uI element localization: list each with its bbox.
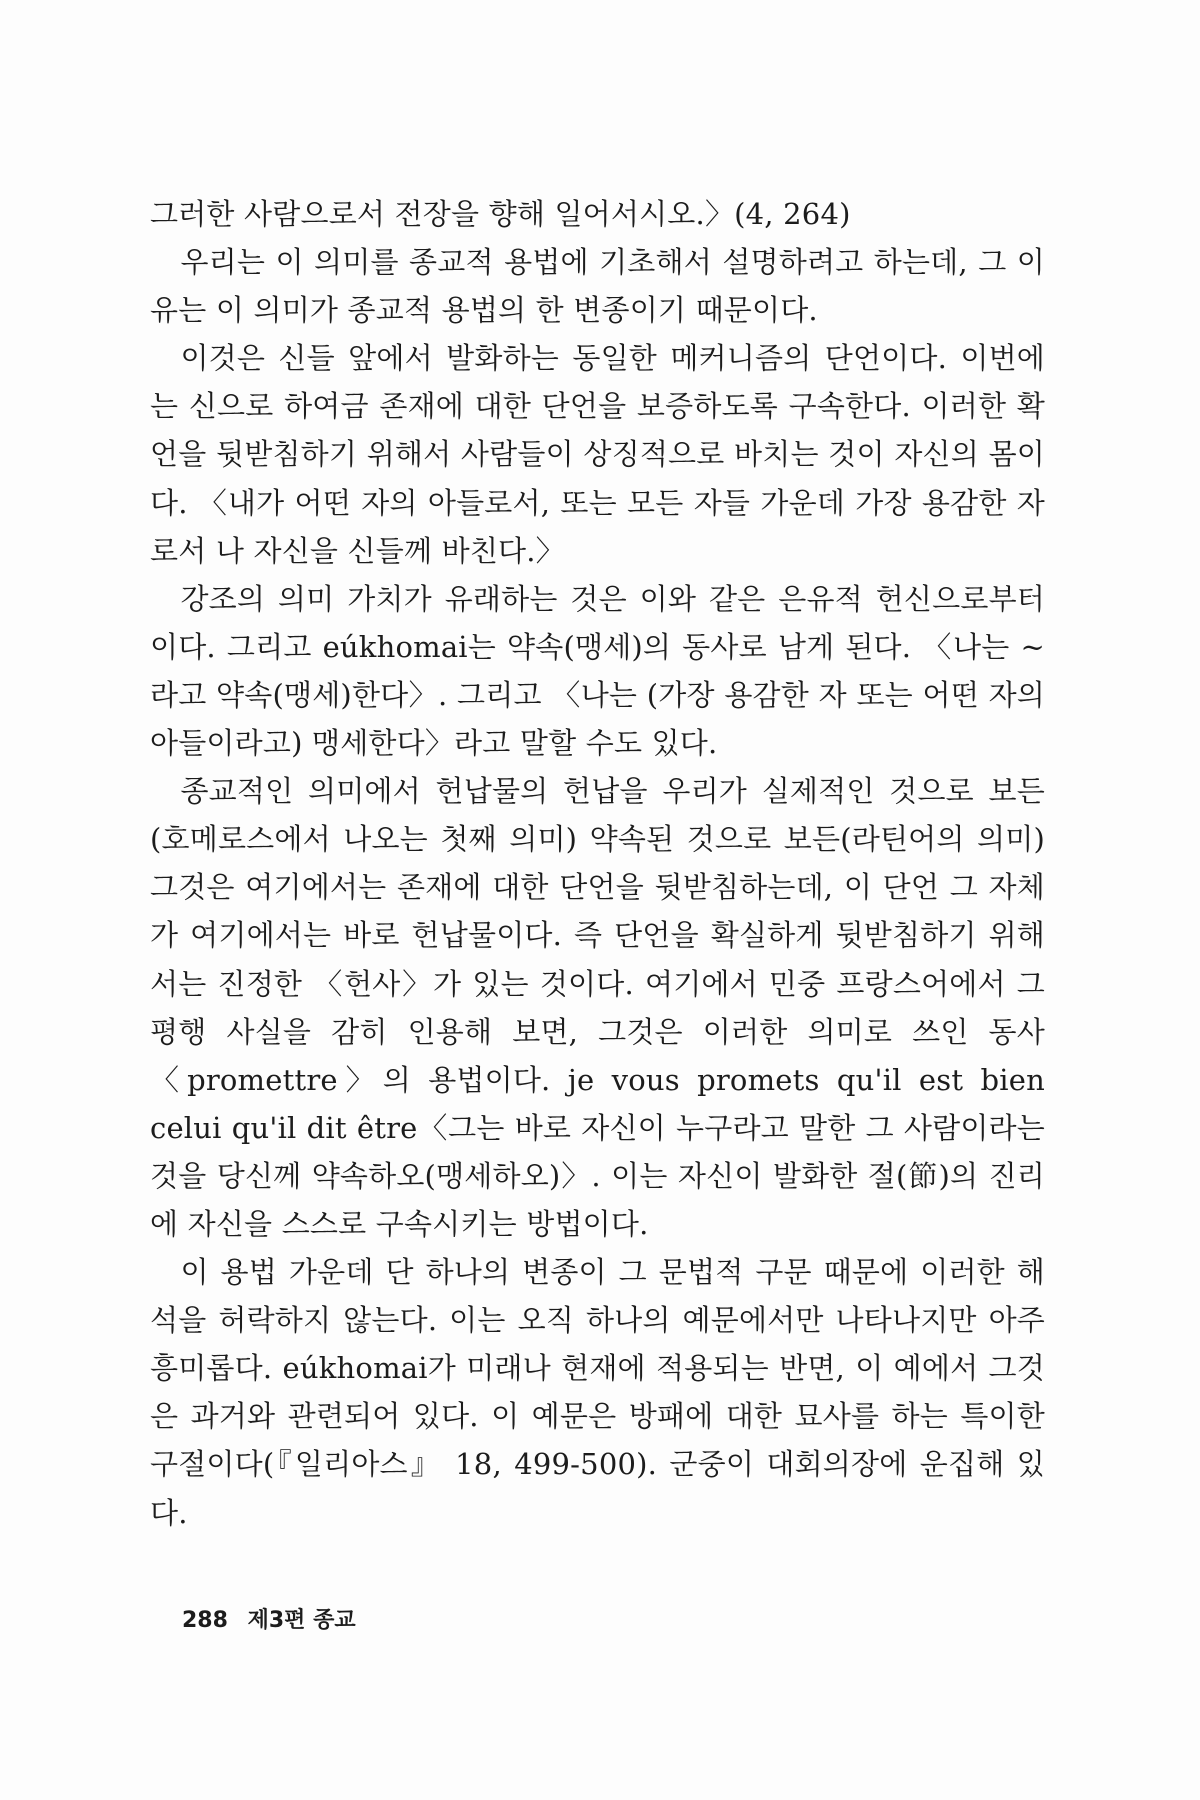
- paragraph: 종교적인 의미에서 헌납물의 헌납을 우리가 실제적인 것으로 보든(호메로스에서 나오는 첫째 의미) 약속된 것으로 보든(라틴어의 의미) 그것은 여기에서는 존재에 대한 단언을 뒷받침하는데, 이 단언 그 자체가 여기에서는 바로 헌납물이다. 즉 단언을 확실하게 뒷받침하기 위해서는 진정한 〈헌사〉가 있는 것이다. 여기에서 민중 프랑스어에서 그 평행 사실을 감히 인용해 보면, 그것은 이러한 의미로 쓰인 동사 〈promettre〉의 용법이다. je vous promets qu'il est bien celui qu'il dit être〈그는 바로 자신이 누구라고 말한 그 사람이라는 것을 당신께 약속하오(맹세하오)〉. 이는 자신이 발화한 절(節)의 진리에 자신을 스스로 구속시키는 방법이다.: [150, 774, 1045, 1241]
- section-title: 제3편 종교: [247, 1608, 356, 1633]
- paragraph-continuation: 그러한 사람으로서 전장을 향해 일어서시오.〉(4, 264): [150, 197, 851, 231]
- paragraph: 강조의 의미 가치가 유래하는 것은 이와 같은 은유적 헌신으로부터이다. 그리고 eúkhomai는 약속(맹세)의 동사로 남게 된다. 〈나는 ~라고 약속(맹세)한다〉. 그리고 〈나는 (가장 용감한 자 또는 어떤 자의 아들이라고) 맹세한다〉라고 말할 수도 있다.: [150, 581, 1045, 761]
- paragraph: 우리는 이 의미를 종교적 용법에 기초해서 설명하려고 하는데, 그 이유는 이 의미가 종교적 용법의 한 변종이기 때문이다.: [150, 245, 1045, 328]
- body-text: [150, 190, 1045, 1537]
- paragraph: 이 용법 가운데 단 하나의 변종이 그 문법적 구문 때문에 이러한 해석을 허락하지 않는다. 이는 오직 하나의 예문에서만 나타나지만 아주 흥미롭다. eúkhomai가 미래나 현재에 적용되는 반면, 이 예에서 그것은 과거와 관련되어 있다. 이 예문은 방패에 대한 묘사를 하는 특이한 구절이다(『일리아스』 18, 499-500). 군중이 대회의장에 운집해 있다.: [150, 1255, 1045, 1530]
- paragraph: 이것은 신들 앞에서 발화하는 동일한 메커니즘의 단언이다. 이번에는 신으로 하여금 존재에 대한 단언을 보증하도록 구속한다. 이러한 확언을 뒷받침하기 위해서 사람들이 상징적으로 바치는 것이 자신의 몸이다. 〈내가 어떤 자의 아들로서, 또는 모든 자들 가운데 가장 용감한 자로서 나 자신을 신들께 바친다.〉: [150, 341, 1045, 568]
- page-footer: [182, 1603, 368, 1634]
- page-number: 288: [182, 1608, 228, 1633]
